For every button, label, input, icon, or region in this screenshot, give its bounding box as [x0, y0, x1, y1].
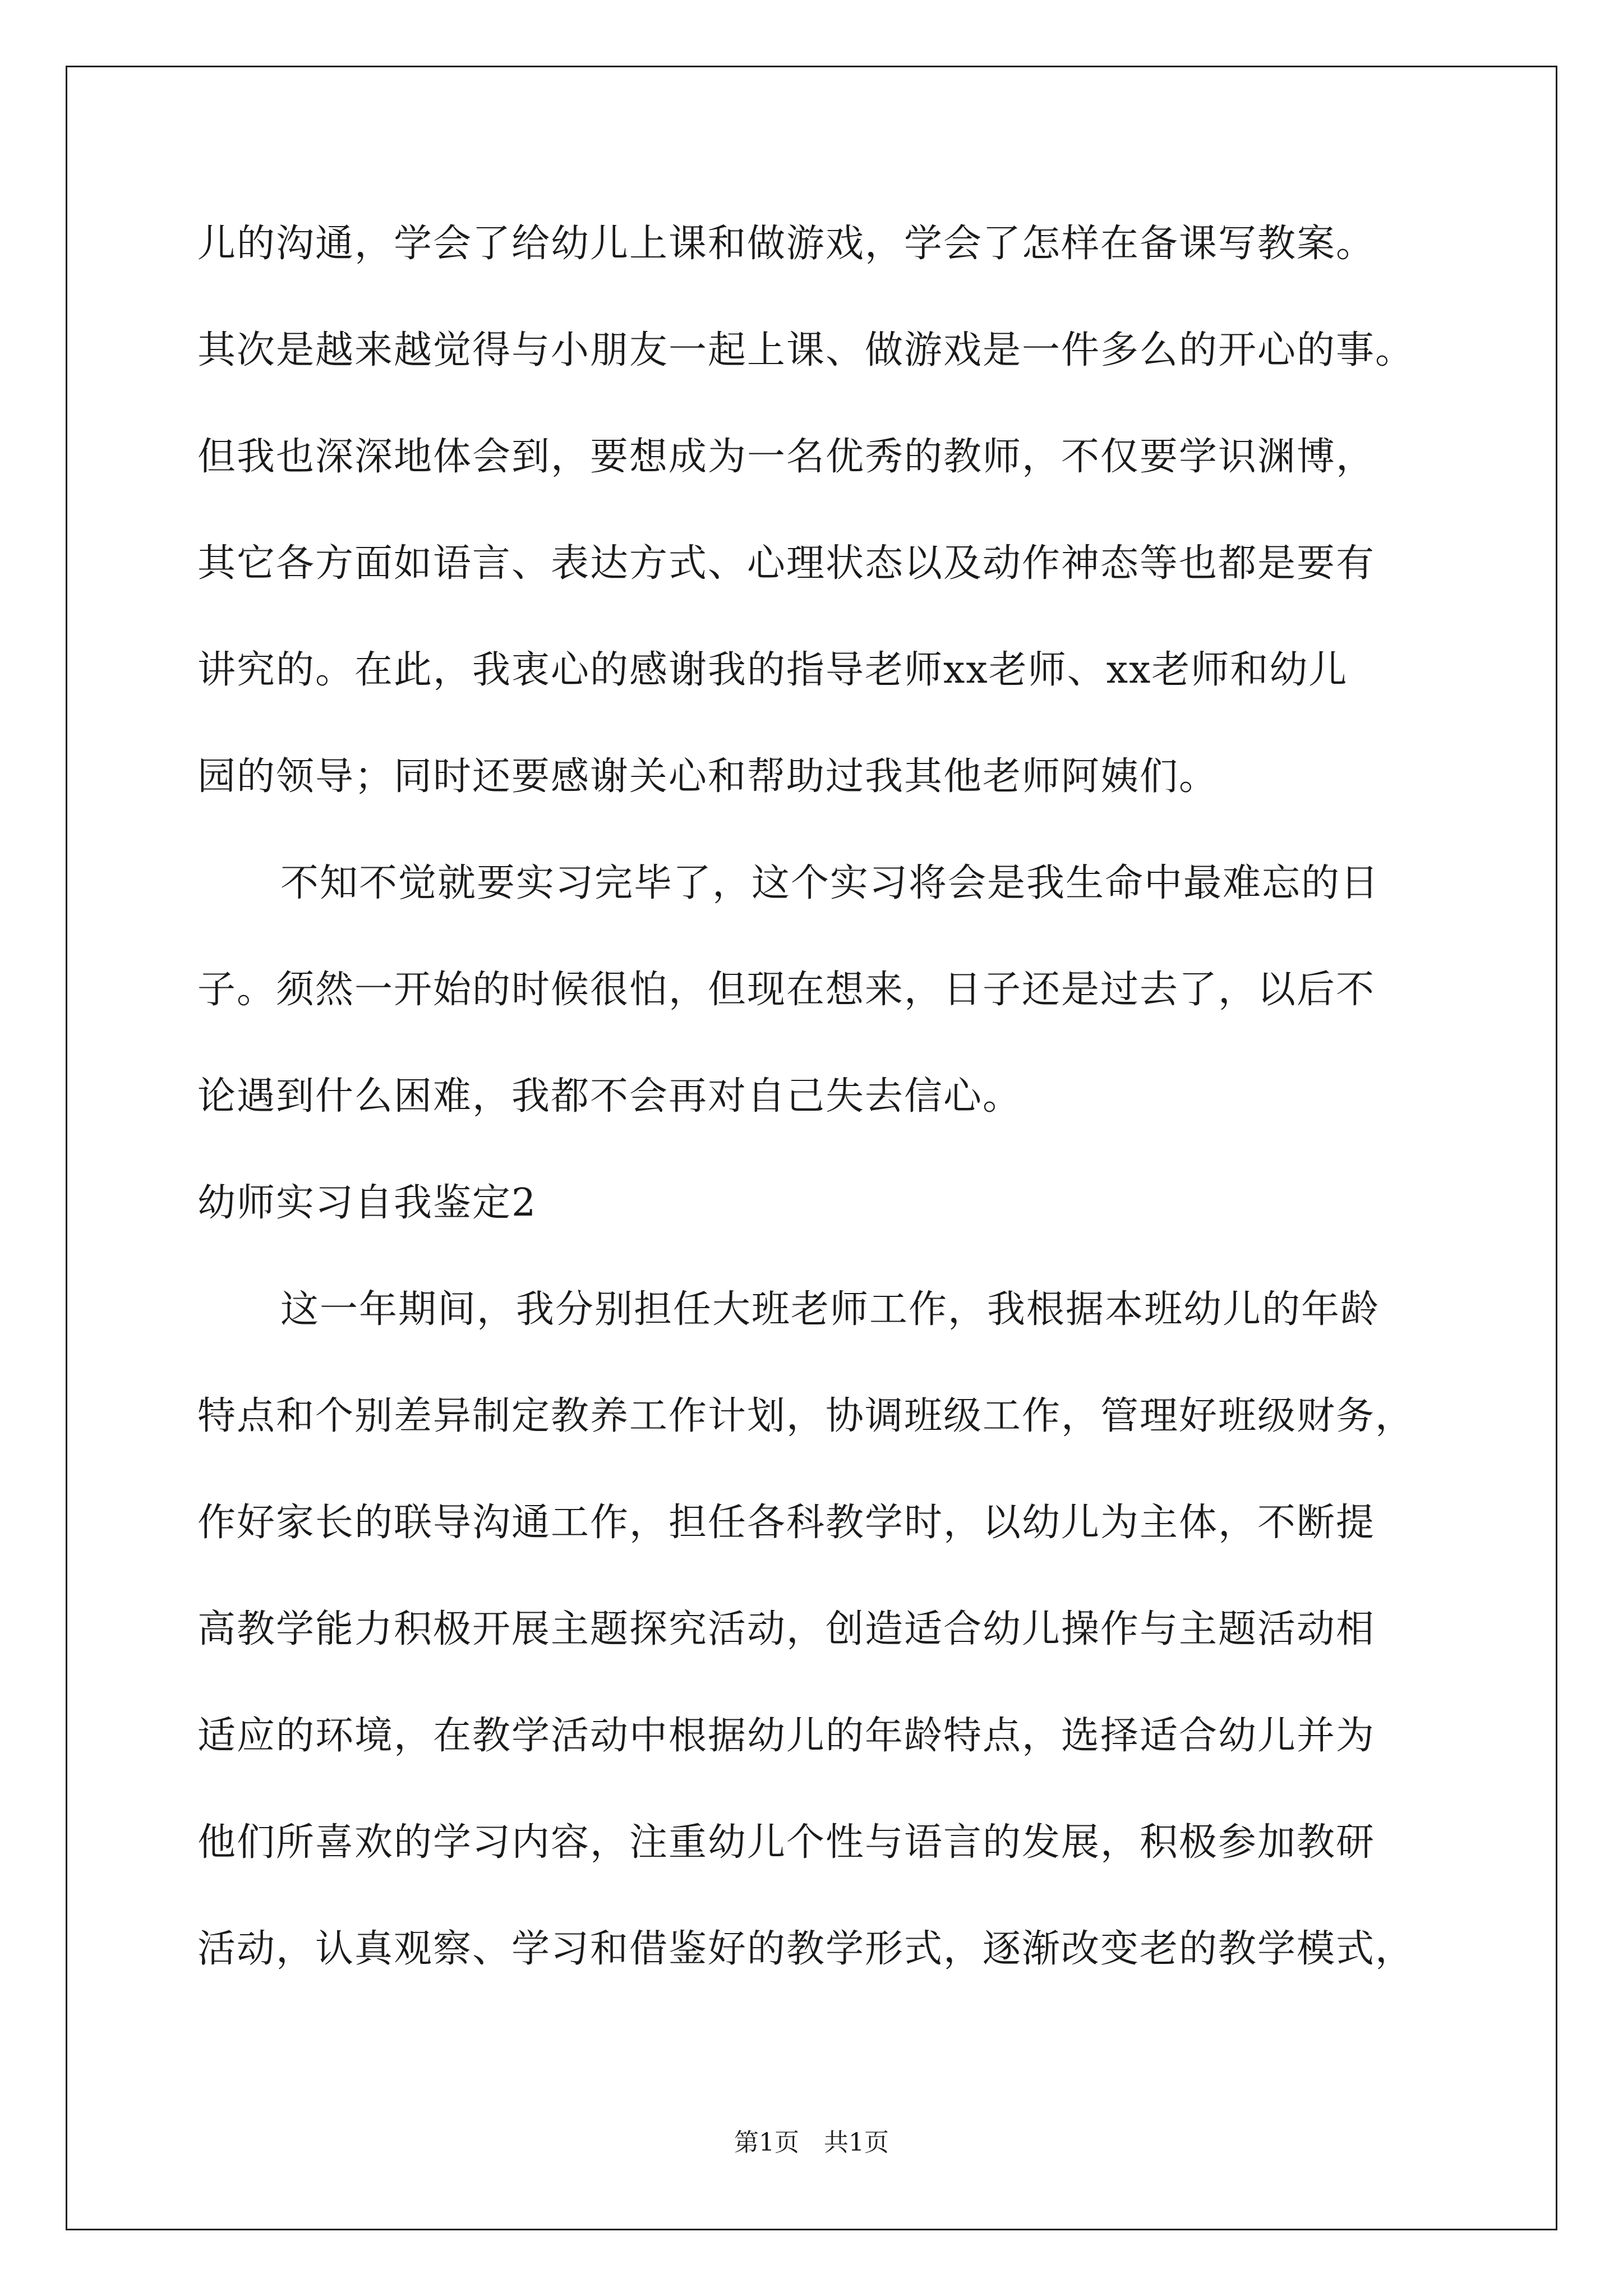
text-line: 论遇到什么困难，我都不会再对自己失去信心。: [197, 1074, 1022, 1119]
text-line: 幼师实习自我鉴定2: [197, 1181, 537, 1225]
text-line: 讲究的。在此，我衷心的感谢我的指导老师xx老师、xx老师和幼儿: [197, 648, 1348, 692]
text-line: 特点和个别差异制定教养工作计划，协调班级工作，管理好班级财务，: [197, 1394, 1415, 1438]
text-line: 其次是越来越觉得与小朋友一起上课、做游戏是一件多么的开心的事。: [197, 328, 1415, 372]
page-footer: 第1页 共1页: [734, 2128, 889, 2157]
text-line: 活动，认真观察、学习和借鉴好的教学形式，逐渐改变老的教学模式，: [197, 1927, 1415, 1971]
text-line: 但我也深深地体会到，要想成为一名优秀的教师，不仅要学识渊博，: [197, 435, 1376, 479]
text-line: 子。须然一开始的时候很怕，但现在想来，日子还是过去了，以后不: [197, 968, 1376, 1012]
text-line: 儿的沟通，学会了给幼儿上课和做游戏，学会了怎样在备课写教案。: [197, 222, 1376, 266]
text-line: 高教学能力积极开展主题探究活动，创造适合幼儿操作与主题活动相: [197, 1607, 1376, 1651]
text-line: 园的领导；同时还要感谢关心和帮助过我其他老师阿姨们。: [197, 754, 1219, 799]
text-line: 他们所喜欢的学习内容，注重幼儿个性与语言的发展，积极参加教研: [197, 1820, 1376, 1865]
document-body: [197, 191, 1454, 2003]
text-line: 这一年期间，我分别担任大班老师工作，我根据本班幼儿的年龄: [280, 1287, 1380, 1332]
text-line: 不知不觉就要实习完毕了，这个实习将会是我生命中最难忘的日: [280, 861, 1380, 905]
text-line: 适应的环境，在教学活动中根据幼儿的年龄特点，选择适合幼儿并为: [197, 1714, 1376, 1758]
text-line: 其它各方面如语言、表达方式、心理状态以及动作神态等也都是要有: [197, 541, 1376, 586]
text-line: 作好家长的联导沟通工作，担任各科教学时，以幼儿为主体，不断提: [197, 1501, 1376, 1545]
